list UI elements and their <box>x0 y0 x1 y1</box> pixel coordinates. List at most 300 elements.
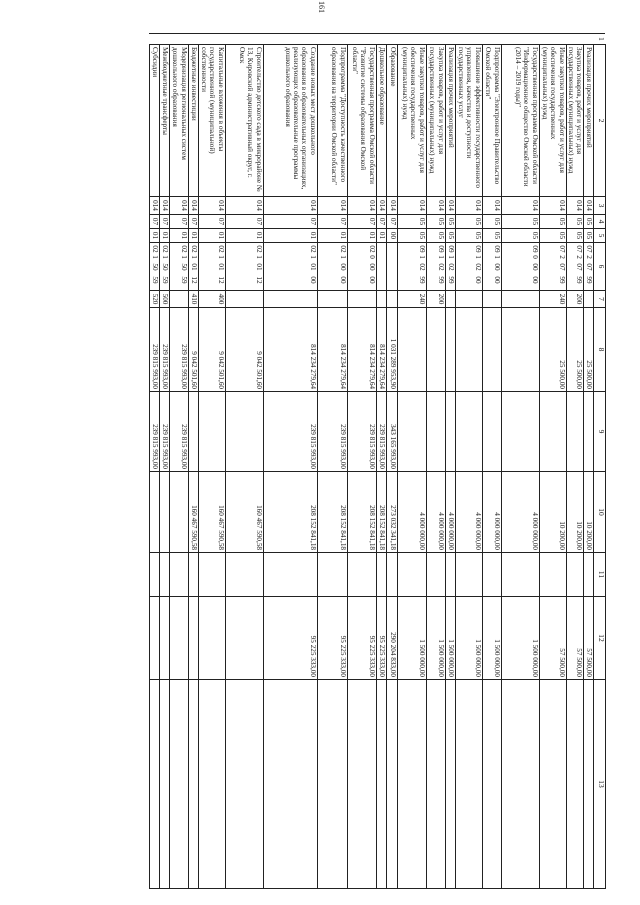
expense-type-cell <box>347 291 376 308</box>
section-code-cell: 07 <box>188 215 198 229</box>
amount-col8-cell: 814 234 279,64 <box>347 308 376 392</box>
expense-type-cell <box>317 291 347 308</box>
header-cell: 6 <box>594 243 606 291</box>
amount-col10-cell: 4 000 000,00 <box>445 472 455 553</box>
amount-col13-cell <box>159 680 169 889</box>
amount-col9-cell <box>501 392 539 472</box>
amount-col10-cell <box>169 472 188 553</box>
event-code: 02 <box>446 263 455 271</box>
program-code: 09 <box>492 245 501 253</box>
direction-code: 00 <box>367 276 376 284</box>
grbs-code-cell: 014 <box>455 197 482 215</box>
section-code-cell: 07 <box>317 215 347 229</box>
expense-type-cell <box>376 291 386 308</box>
target-article-cell <box>501 243 539 291</box>
header-row <box>594 34 606 889</box>
subprogram-code: 2 <box>575 255 583 259</box>
subsection-code-cell: 01 <box>263 229 317 243</box>
program-code: 02 <box>160 245 169 253</box>
target-article-cell <box>397 243 426 291</box>
amount-col8-cell: 9 042 501,60 <box>225 308 263 392</box>
program-code: 09 <box>446 245 455 253</box>
row-spacer-cell <box>501 34 539 45</box>
subprogram-code: 1 <box>189 255 198 259</box>
amount-col9-cell <box>455 392 482 472</box>
amount-col12-cell: 1 500 000,00 <box>482 597 501 680</box>
amount-col9-cell <box>426 392 445 472</box>
amount-col8-cell <box>501 308 539 392</box>
amount-col12-cell: 1 500 000,00 <box>445 597 455 680</box>
amount-col10-cell: 4 000 000,00 <box>482 472 501 553</box>
row-spacer-cell <box>455 34 482 45</box>
amount-col11-cell <box>225 553 263 597</box>
expense-type-cell <box>386 291 397 308</box>
amount-col13-cell <box>347 680 376 889</box>
page-number: 161 <box>317 1 326 13</box>
amount-col11-cell <box>159 553 169 597</box>
amount-col13-cell <box>501 680 539 889</box>
amount-col13-cell <box>584 680 594 889</box>
direction-code: 12 <box>189 276 198 284</box>
amount-col11-cell <box>426 553 445 597</box>
amount-col8-cell: 239 815 993,00 <box>169 308 188 392</box>
section-code-cell: 07 <box>198 215 225 229</box>
amount-col10-cell: 4 000 000,00 <box>397 472 426 553</box>
table-row <box>584 34 594 889</box>
expense-type-cell: 500 <box>159 291 169 308</box>
amount-col9-cell: 239 815 993,00 <box>376 392 386 472</box>
row-name-cell: Образование <box>386 45 397 197</box>
target-article-cell <box>445 243 455 291</box>
amount-col9-cell: 239 815 993,00 <box>169 392 188 472</box>
table-row <box>566 34 583 889</box>
header-cell: 3 <box>594 197 606 215</box>
row-spacer-cell <box>159 34 169 45</box>
row-spacer-cell <box>376 34 386 45</box>
event-code: 02 <box>436 263 445 271</box>
amount-col8-cell: 814 234 279,64 <box>317 308 347 392</box>
grbs-code-cell: 014 <box>188 197 198 215</box>
amount-col10-cell: 10 200,00 <box>584 472 594 553</box>
row-spacer-cell <box>347 34 376 45</box>
section-code-cell: 05 <box>539 215 566 229</box>
amount-col12-cell: 95 225 333,00 <box>317 597 347 680</box>
event-code: 01 <box>254 263 263 271</box>
event-code: 01 <box>216 263 225 271</box>
subsection-code-cell: 00 <box>386 229 397 243</box>
event-code: 00 <box>338 263 347 271</box>
expense-type-cell <box>263 291 317 308</box>
row-spacer-cell <box>149 34 159 45</box>
amount-col10-cell: 273 032 341,18 <box>386 472 397 553</box>
row-name-cell: Повышение эффективности государственного управления, качества и доступности государственных услуг <box>455 45 482 197</box>
subsection-code-cell: 01 <box>198 229 225 243</box>
amount-col13-cell <box>397 680 426 889</box>
amount-col10-cell: 160 467 590,58 <box>198 472 225 553</box>
subsection-code-cell: 05 <box>566 229 583 243</box>
table-row <box>169 34 188 889</box>
amount-col13-cell <box>169 680 188 889</box>
header-cell: 1 <box>594 34 606 45</box>
grbs-code-cell: 014 <box>198 197 225 215</box>
row-spacer-cell <box>445 34 455 45</box>
expense-type-cell: 400 <box>198 291 225 308</box>
program-code: 02 <box>367 245 376 253</box>
grbs-code-cell: 014 <box>317 197 347 215</box>
amount-col9-cell: 239 815 993,00 <box>159 392 169 472</box>
amount-col9-cell: 239 815 993,00 <box>347 392 376 472</box>
row-name-cell: Капитальные вложения в объекты государственной (муниципальной) собственности <box>198 45 225 197</box>
amount-col13-cell <box>263 680 317 889</box>
program-code: 09 <box>417 245 426 253</box>
row-name-cell: Реализация прочих мероприятий <box>584 45 594 197</box>
amount-col9-cell <box>566 392 583 472</box>
row-spacer-cell <box>317 34 347 45</box>
amount-col9-cell <box>584 392 594 472</box>
amount-col11-cell <box>263 553 317 597</box>
section-code-cell: 07 <box>386 215 397 229</box>
direction-code: 00 <box>338 276 347 284</box>
amount-col11-cell <box>149 553 159 597</box>
table-row <box>482 34 501 889</box>
expense-type-cell: 200 <box>426 291 445 308</box>
grbs-code-cell: 014 <box>225 197 263 215</box>
subprogram-code: 1 <box>308 255 317 259</box>
expense-type-cell: 520 <box>149 291 159 308</box>
target-article-cell <box>225 243 263 291</box>
expense-type-cell: 410 <box>188 291 198 308</box>
target-article-cell <box>198 243 225 291</box>
amount-col12-cell: 95 225 333,00 <box>376 597 386 680</box>
grbs-code-cell: 014 <box>426 197 445 215</box>
amount-col10-cell: 4 000 000,00 <box>455 472 482 553</box>
target-article-cell <box>149 243 159 291</box>
amount-col13-cell <box>445 680 455 889</box>
section-code-cell: 05 <box>566 215 583 229</box>
table-row <box>188 34 198 889</box>
amount-col11-cell <box>482 553 501 597</box>
table-row <box>397 34 426 889</box>
row-name-cell: Модернизация региональных систем дошкольного образования <box>169 45 188 197</box>
amount-col9-cell <box>188 392 198 472</box>
amount-col11-cell <box>566 553 583 597</box>
target-article-cell <box>386 243 397 291</box>
amount-col13-cell <box>317 680 347 889</box>
row-name-cell: Подпрограмма "Доступность качественного образования на территории Омской области" <box>317 45 347 197</box>
amount-col12-cell: 95 225 333,00 <box>347 597 376 680</box>
target-article-cell <box>317 243 347 291</box>
section-code-cell: 05 <box>397 215 426 229</box>
row-name-cell: Государственная программа Омской области "Информационное общество Омской области (2014 – 2019 годы)" <box>501 45 539 197</box>
subprogram-code: 2 <box>585 255 593 259</box>
row-name-cell: Дошкольное образование <box>376 45 386 197</box>
amount-col8-cell <box>445 308 455 392</box>
amount-col9-cell: 239 815 993,00 <box>263 392 317 472</box>
direction-code: 59 <box>150 276 159 284</box>
amount-col11-cell <box>317 553 347 597</box>
direction-code: 59 <box>160 276 169 284</box>
section-code-cell: 05 <box>445 215 455 229</box>
amount-col12-cell: 1 500 000,00 <box>426 597 445 680</box>
amount-col9-cell <box>225 392 263 472</box>
amount-col8-cell: 9 042 501,60 <box>198 308 225 392</box>
amount-col12-cell <box>188 597 198 680</box>
direction-code: 99 <box>585 276 593 284</box>
direction-code: 00 <box>492 276 501 284</box>
target-article-cell <box>584 243 594 291</box>
subprogram-code: 1 <box>473 255 482 259</box>
program-code: 07 <box>557 245 566 253</box>
row-name-cell: Иные закупки товаров, работ и услуг для обеспечения государственных (муниципальных) нужд <box>539 45 566 197</box>
amount-col11-cell <box>376 553 386 597</box>
amount-col11-cell <box>397 553 426 597</box>
header-cell: 12 <box>594 597 606 680</box>
grbs-code-cell: 014 <box>445 197 455 215</box>
program-code: 02 <box>189 245 198 253</box>
header-cell: 9 <box>594 392 606 472</box>
subprogram-code: 1 <box>446 255 455 259</box>
amount-col12-cell: 95 225 333,00 <box>263 597 317 680</box>
program-code: 09 <box>473 245 482 253</box>
amount-col9-cell <box>397 392 426 472</box>
table-row <box>501 34 539 889</box>
amount-col9-cell <box>482 392 501 472</box>
amount-col12-cell: 290 204 833,00 <box>386 597 397 680</box>
direction-code: 99 <box>446 276 455 284</box>
amount-col13-cell <box>566 680 583 889</box>
row-spacer-cell <box>539 34 566 45</box>
subprogram-code: 1 <box>179 255 188 259</box>
expense-type-cell <box>169 291 188 308</box>
row-name-cell: Иные закупки товаров, работ и услуг для обеспечения государственных (муниципальных) нужд <box>397 45 426 197</box>
amount-col12-cell <box>159 597 169 680</box>
expense-type-cell <box>445 291 455 308</box>
header-cell: 4 <box>594 215 606 229</box>
event-code: 50 <box>179 263 188 271</box>
target-article-cell <box>539 243 566 291</box>
subsection-code-cell: 05 <box>445 229 455 243</box>
direction-code: 00 <box>473 276 482 284</box>
section-code-cell: 05 <box>584 215 594 229</box>
amount-col8-cell <box>397 308 426 392</box>
program-code: 02 <box>254 245 263 253</box>
amount-col8-cell: 25 500,00 <box>539 308 566 392</box>
program-code: 07 <box>575 245 583 253</box>
program-code: 02 <box>216 245 225 253</box>
amount-col11-cell <box>539 553 566 597</box>
target-article-cell <box>347 243 376 291</box>
direction-code: 99 <box>575 276 583 284</box>
amount-col8-cell: 25 500,00 <box>584 308 594 392</box>
target-article-cell <box>482 243 501 291</box>
section-code-cell: 07 <box>376 215 386 229</box>
subsection-code-cell: 05 <box>482 229 501 243</box>
expense-type-cell: 200 <box>566 291 583 308</box>
amount-col11-cell <box>386 553 397 597</box>
grbs-code-cell: 014 <box>501 197 539 215</box>
event-code: 00 <box>367 263 376 271</box>
amount-col8-cell: 239 815 993,00 <box>159 308 169 392</box>
amount-col10-cell: 160 467 590,58 <box>225 472 263 553</box>
amount-col11-cell <box>501 553 539 597</box>
subprogram-code: 1 <box>150 255 159 259</box>
amount-col10-cell: 208 152 841,18 <box>317 472 347 553</box>
expense-type-cell <box>501 291 539 308</box>
expense-type-cell <box>584 291 594 308</box>
subprogram-code: 1 <box>492 255 501 259</box>
subprogram-code: 1 <box>160 255 169 259</box>
subprogram-code: 0 <box>367 255 376 259</box>
event-code: 02 <box>417 263 426 271</box>
event-code: 07 <box>585 263 593 271</box>
grbs-code-cell: 014 <box>566 197 583 215</box>
target-article-cell <box>426 243 445 291</box>
target-article-cell <box>169 243 188 291</box>
header-cell: 11 <box>594 553 606 597</box>
amount-col12-cell: 57 500,00 <box>539 597 566 680</box>
expense-type-cell: 240 <box>539 291 566 308</box>
row-name-cell: Реализация прочих мероприятий <box>445 45 455 197</box>
section-code-cell: 05 <box>426 215 445 229</box>
amount-col10-cell: 10 200,00 <box>539 472 566 553</box>
amount-col11-cell <box>455 553 482 597</box>
grbs-code-cell: 014 <box>386 197 397 215</box>
amount-col13-cell <box>376 680 386 889</box>
amount-col8-cell <box>426 308 445 392</box>
program-code: 02 <box>150 245 159 253</box>
amount-col13-cell <box>386 680 397 889</box>
direction-code: 99 <box>557 276 566 284</box>
section-code-cell: 07 <box>159 215 169 229</box>
amount-col8-cell: 814 234 279,64 <box>376 308 386 392</box>
amount-col12-cell: 1 500 000,00 <box>397 597 426 680</box>
section-code-cell: 07 <box>149 215 159 229</box>
amount-col13-cell <box>539 680 566 889</box>
amount-col12-cell <box>149 597 159 680</box>
program-code: 09 <box>436 245 445 253</box>
subsection-code-cell: 05 <box>539 229 566 243</box>
amount-col11-cell <box>198 553 225 597</box>
subprogram-code: 1 <box>216 255 225 259</box>
subprogram-code: 1 <box>254 255 263 259</box>
event-code: 00 <box>530 263 539 271</box>
amount-col11-cell <box>347 553 376 597</box>
grbs-code-cell: 014 <box>397 197 426 215</box>
amount-col12-cell: 1 500 000,00 <box>501 597 539 680</box>
amount-col10-cell: 4 000 000,00 <box>426 472 445 553</box>
amount-col10-cell: 4 000 000,00 <box>501 472 539 553</box>
row-name-cell: Строительство детского сада в микрорайоне № 13, Кировский административный округ, г. Омск <box>225 45 263 197</box>
table-row <box>426 34 445 889</box>
header-cell: 8 <box>594 308 606 392</box>
event-code: 01 <box>308 263 317 271</box>
row-spacer-cell <box>169 34 188 45</box>
subsection-code-cell: 01 <box>188 229 198 243</box>
table-row <box>445 34 455 889</box>
row-spacer-cell <box>584 34 594 45</box>
amount-col11-cell <box>169 553 188 597</box>
grbs-code-cell: 014 <box>539 197 566 215</box>
target-article-cell <box>566 243 583 291</box>
amount-col9-cell <box>198 392 225 472</box>
program-code: 02 <box>308 245 317 253</box>
table-row <box>198 34 225 889</box>
program-code: 09 <box>530 245 539 253</box>
event-code: 01 <box>189 263 198 271</box>
section-code-cell: 05 <box>501 215 539 229</box>
amount-col9-cell: 239 815 993,00 <box>149 392 159 472</box>
table-row <box>159 34 169 889</box>
amount-col10-cell: 160 467 590,58 <box>188 472 198 553</box>
event-code: 07 <box>557 263 566 271</box>
amount-col10-cell: 208 152 841,18 <box>376 472 386 553</box>
subprogram-code: 1 <box>338 255 347 259</box>
header-cell: 5 <box>594 229 606 243</box>
section-code-cell: 05 <box>482 215 501 229</box>
header-cell: 7 <box>594 291 606 308</box>
section-code-cell: 05 <box>455 215 482 229</box>
row-spacer-cell <box>426 34 445 45</box>
grbs-code-cell: 014 <box>482 197 501 215</box>
expense-type-cell <box>455 291 482 308</box>
amount-col8-cell: 25 500,00 <box>566 308 583 392</box>
amount-col12-cell: 1 500 000,00 <box>455 597 482 680</box>
event-code: 02 <box>473 263 482 271</box>
program-code: 02 <box>179 245 188 253</box>
header-cell: 10 <box>594 472 606 553</box>
amount-col13-cell <box>198 680 225 889</box>
subsection-code-cell: 01 <box>225 229 263 243</box>
table-row <box>263 34 317 889</box>
subsection-code-cell: 01 <box>376 229 386 243</box>
subsection-code-cell: 05 <box>501 229 539 243</box>
subprogram-code: 1 <box>417 255 426 259</box>
amount-col12-cell <box>198 597 225 680</box>
amount-col8-cell <box>455 308 482 392</box>
event-code: 07 <box>575 263 583 271</box>
program-code: 07 <box>585 245 593 253</box>
amount-col11-cell <box>188 553 198 597</box>
row-name-cell: Государственная программа Омской области "Развитие системы образования Омской области" <box>347 45 376 197</box>
amount-col12-cell: 57 500,00 <box>584 597 594 680</box>
amount-col13-cell <box>225 680 263 889</box>
amount-col13-cell <box>149 680 159 889</box>
event-code: 00 <box>492 263 501 271</box>
subsection-code-cell: 01 <box>169 229 188 243</box>
section-code-cell: 07 <box>263 215 317 229</box>
table-row <box>539 34 566 889</box>
grbs-code-cell: 014 <box>347 197 376 215</box>
row-name-cell: Бюджетные инвестиции <box>188 45 198 197</box>
amount-col10-cell: 208 152 841,18 <box>347 472 376 553</box>
target-article-cell <box>455 243 482 291</box>
amount-col9-cell <box>445 392 455 472</box>
amount-col11-cell <box>584 553 594 597</box>
subsection-code-cell: 05 <box>455 229 482 243</box>
subsection-code-cell: 01 <box>317 229 347 243</box>
grbs-code-cell: 014 <box>584 197 594 215</box>
row-spacer-cell <box>397 34 426 45</box>
amount-col10-cell <box>159 472 169 553</box>
amount-col9-cell: 343 165 993,00 <box>386 392 397 472</box>
amount-col8-cell: 1 031 289 953,90 <box>386 308 397 392</box>
subsection-code-cell: 01 <box>347 229 376 243</box>
amount-col8-cell: 239 815 993,00 <box>149 308 159 392</box>
row-name-cell: Субсидии <box>149 45 159 197</box>
section-code-cell: 07 <box>169 215 188 229</box>
expense-type-cell: 240 <box>397 291 426 308</box>
row-spacer-cell <box>482 34 501 45</box>
